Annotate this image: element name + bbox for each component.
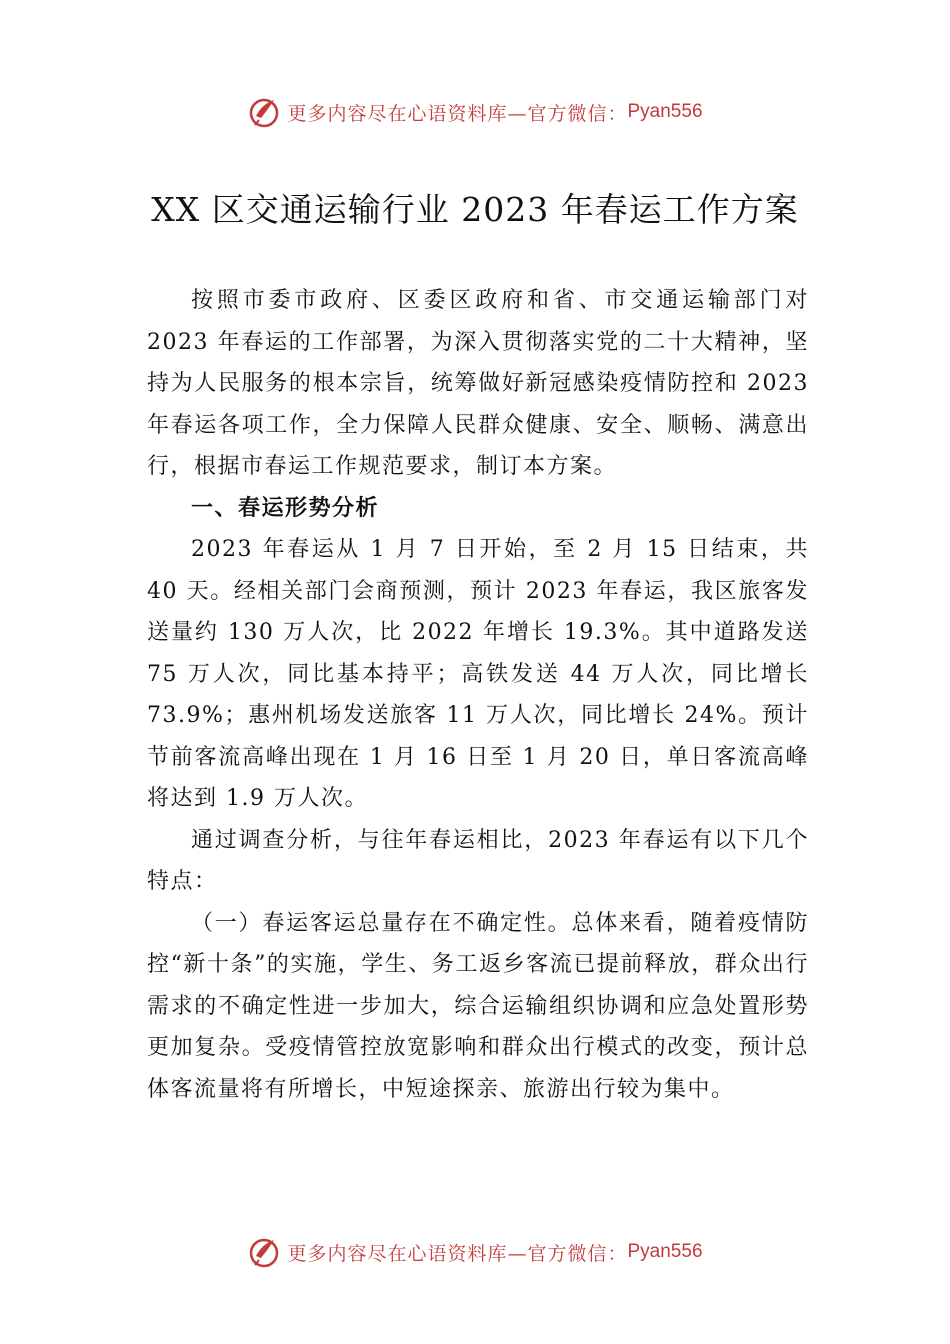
watermark-footer xyxy=(0,1234,950,1270)
intro-paragraph: 按照市委市政府、区委区政府和省、市交通运输部门对 2023 年春运的工作部署，为深入贯彻落实党的二十大精神，坚持为人民服务的根本宗旨，统筹做好新冠感染疫情防控和 2023 年春运各项工作，全力保障人民群众健康、安全、顺畅、满意出行，根据市春运工作规范要求，制订本方案。 xyxy=(147,288,809,479)
forecast-paragraph: 2023 年春运从 1 月 7 日开始，至 2 月 15 日结束，共 40 天。经相关部门会商预测，预计 2023 年春运，我区旅客发送量约 130 万人次，比 2022 年增长 19.3%。其中道路发送 75 万人次，同比基本持平；高铁发送 44 万人次，同比增长 73.9%；惠州机场发送旅客 11 万人次，同比增长 24%。预计节前客流高峰出现在 1 月 16 日至 1 月 20 日，单日客流高峰将达到 1.9 万人次。 xyxy=(147,537,809,811)
logo-icon xyxy=(247,1234,283,1270)
logo-icon xyxy=(247,94,283,130)
section-heading: 一、春运形势分析 xyxy=(191,495,380,521)
watermark-header xyxy=(0,94,950,130)
document-body xyxy=(147,280,809,1110)
watermark-wechat-id: Pyan556 xyxy=(627,101,703,122)
point-heading: （一）春运客运总量存在不确定性。 xyxy=(191,910,572,936)
document-title: XX 区交通运输行业 2023 年春运工作方案 xyxy=(151,190,799,229)
watermark-text: 更多内容尽在心语资料库—官方微信： xyxy=(287,102,628,125)
watermark-text: 更多内容尽在心语资料库—官方微信： xyxy=(287,1242,628,1265)
point-paragraph xyxy=(147,903,809,1111)
point-text: 总体来看，随着疫情防控“新十条”的实施，学生、务工返乡客流已提前释放，群众出行需求的不确定性进一步加大，综合运输组织协调和应急处置形势更加复杂。受疫情管控放宽影响和群众出行模式的改变，预计总体客流量将有所增长，中短途探亲、旅游出行较为集中。 xyxy=(147,910,809,1102)
watermark-wechat-id: Pyan556 xyxy=(627,1241,703,1262)
features-intro-paragraph: 通过调查分析，与往年春运相比，2023 年春运有以下几个特点： xyxy=(147,827,809,894)
